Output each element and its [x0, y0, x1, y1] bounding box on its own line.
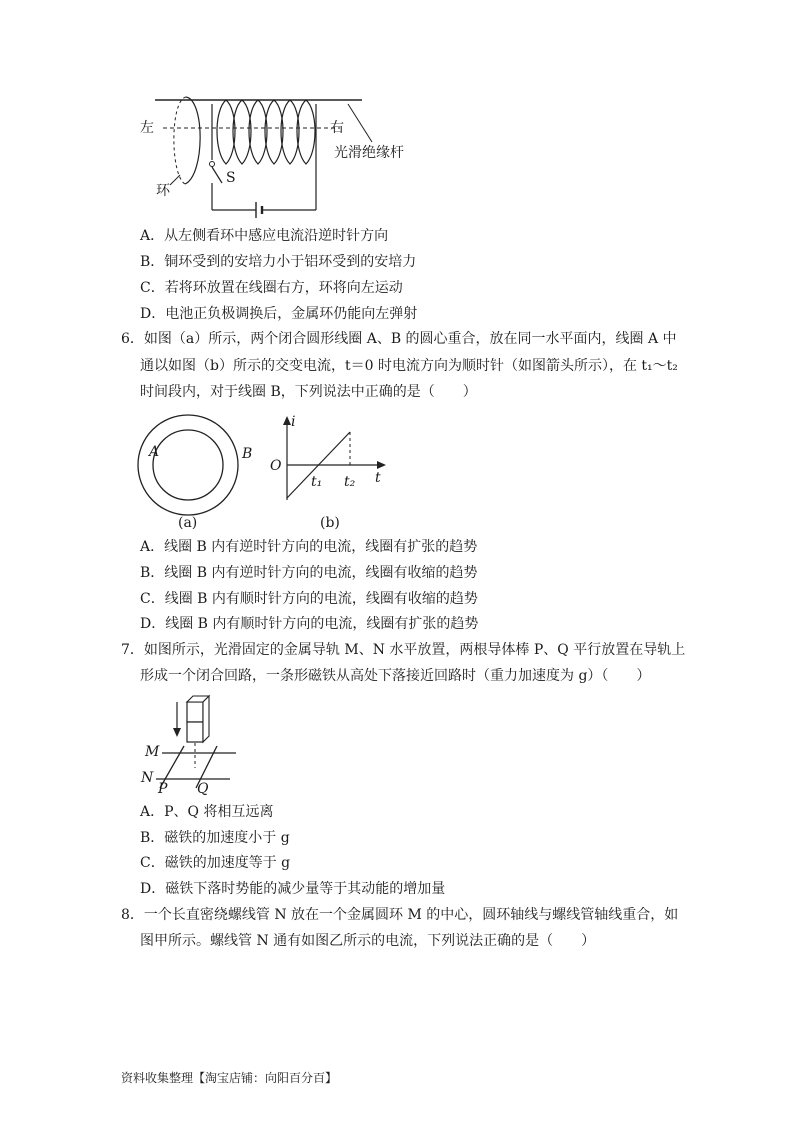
fig6-label-b: B [242, 446, 253, 462]
q7-stem-line2: 形成一个闭合回路，一条形磁铁从高处下落接近回路时（重力加速度为 g）（ ） [140, 668, 651, 684]
q5-option-a: A．从左侧看环中感应电流沿逆时针方向 [140, 228, 389, 244]
fig7-rod-q: Q [197, 781, 209, 797]
fig6-origin: O [270, 458, 282, 474]
q7-option-d: D．磁铁下落时势能的减少量等于其动能的增加量 [140, 881, 446, 897]
q6-option-c: C．线圈 B 内有顺时针方向的电流，线圈有收缩的趋势 [140, 591, 478, 607]
q6-stem-line1: 6．如图（a）所示，两个闭合圆形线圈 A、B 的圆心重合，放在同一水平面内，线圈 A 中 [121, 331, 677, 347]
q6-stem-line3: 时间段内，对于线圈 B，下列说法中正确的是（ ） [140, 384, 477, 400]
fig6-t1: t₁ [311, 474, 323, 490]
fig7-rail-m: M [145, 744, 160, 760]
fig7-rod-p: P [158, 781, 168, 797]
q5-option-d: D．电池正负极调换后，金属环仍能向左弹射 [140, 306, 418, 322]
fig5-switch-label: S [226, 170, 236, 186]
q8-stem-line2: 图甲所示。螺线管 N 通有如图乙所示的电流，下列说法正确的是（ ） [140, 933, 596, 949]
fig6-axis-t: t [375, 470, 381, 486]
fig6-t2: t₂ [344, 474, 356, 490]
fig6-axis-i: i [291, 414, 296, 430]
fig6-label-a: A [149, 444, 160, 460]
fig6-caption-b: (b) [320, 515, 340, 531]
fig7-rail-n: N [141, 770, 154, 786]
q7-option-b: B．磁铁的加速度小于 g [140, 830, 290, 846]
page-footer: 资料收集整理【淘宝店铺：向阳百分百】 [121, 1071, 338, 1085]
q7-option-a: A．P、Q 将相互远离 [140, 804, 274, 820]
fig6-caption-a: (a) [178, 515, 198, 531]
q6-stem-line2: 通以如图（b）所示的交变电流，t＝0 时电流方向为顺时针（如图箭头所示），在 t₁～t₂ [140, 358, 678, 374]
q5-option-c: C．若将环放置在线圈右方，环将向左运动 [140, 280, 403, 296]
fig5-ring-label: 环 [156, 183, 170, 199]
fig5-rod-label: 光滑绝缘杆 [334, 145, 404, 161]
q6-option-b: B．线圈 B 内有逆时针方向的电流，线圈有收缩的趋势 [140, 565, 478, 581]
fig5-left-label: 左 [140, 120, 154, 136]
fig5-right-label: 右 [330, 120, 344, 136]
q5-option-b: B．铜环受到的安培力小于铝环受到的安培力 [140, 254, 417, 270]
q6-option-a: A．线圈 B 内有逆时针方向的电流，线圈有扩张的趋势 [140, 539, 478, 555]
q7-stem-line1: 7．如图所示，光滑固定的金属导轨 M、N 水平放置，两根导体棒 P、Q 平行放置在导轨上 [121, 642, 686, 658]
q6-option-d: D．线圈 B 内有顺时针方向的电流，线圈有扩张的趋势 [140, 616, 479, 632]
q7-option-c: C．磁铁的加速度等于 g [140, 855, 291, 871]
q8-stem-line1: 8．一个长直密绕螺线管 N 放在一个金属圆环 M 的中心，圆环轴线与螺线管轴线重合，如 [121, 907, 679, 923]
